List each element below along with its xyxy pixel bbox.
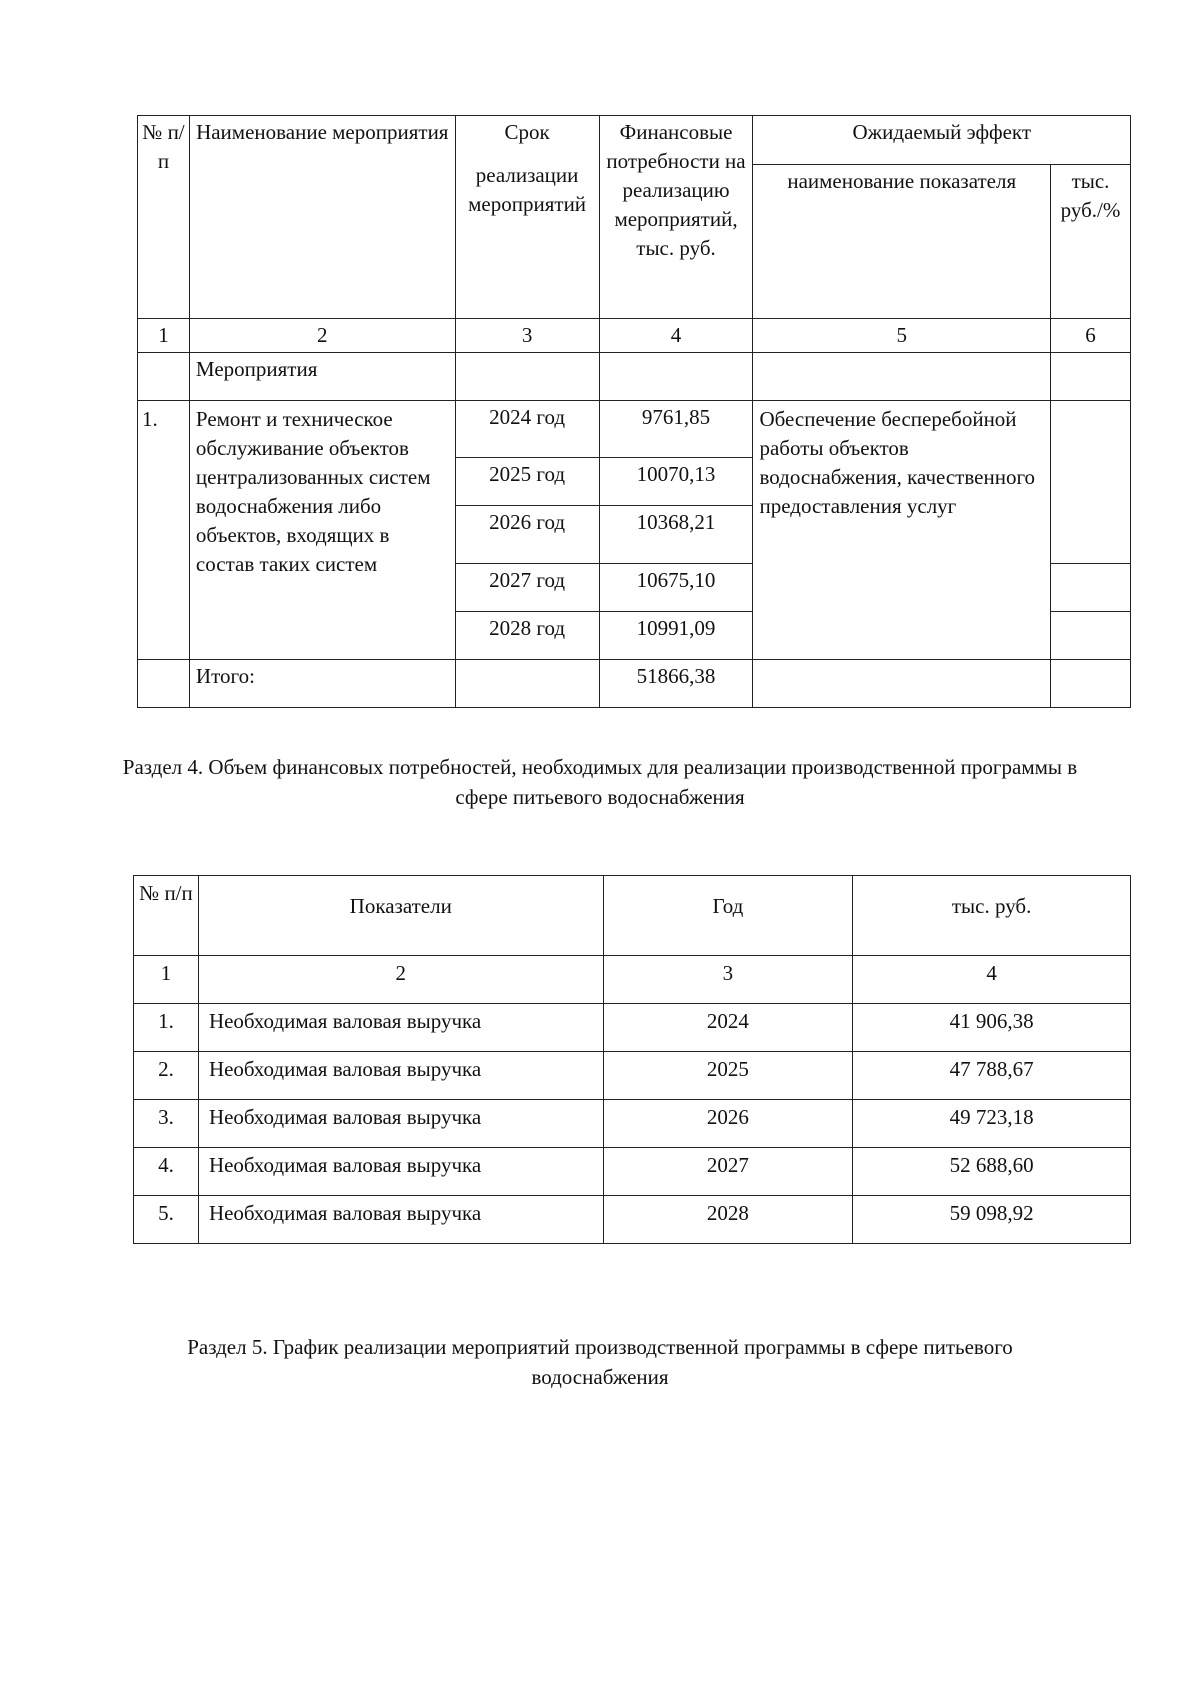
amount-cell: 10070,13: [599, 458, 753, 506]
row-year: 2025: [603, 1052, 853, 1100]
row-name: Необходимая валовая выручка: [198, 1052, 603, 1100]
empty-cell: [1051, 401, 1131, 564]
col-number: 4: [853, 956, 1131, 1004]
amount-cell: 9761,85: [599, 401, 753, 458]
header-indicators: Показатели: [198, 876, 603, 956]
empty-cell: [455, 660, 599, 708]
col-number: 2: [198, 956, 603, 1004]
empty-cell: [1051, 660, 1131, 708]
table-row: [134, 1148, 1131, 1196]
header-term-line1: Срок: [504, 120, 550, 144]
row-name: Необходимая валовая выручка: [198, 1004, 603, 1052]
row-number: 3.: [134, 1100, 199, 1148]
row-year: 2028: [603, 1196, 853, 1244]
header-indicator-name: наименование показателя: [753, 165, 1051, 319]
item-name: Ремонт и техническое обслуживание объектов централизованных систем водоснабжения либо объектов, входящих в состав таких систем: [189, 401, 455, 660]
empty-cell: [753, 353, 1051, 401]
col-number: 4: [599, 319, 753, 353]
activities-table: [137, 115, 1131, 708]
col-number: 2: [189, 319, 455, 353]
table-row: [134, 1100, 1131, 1148]
row-number: 1.: [134, 1004, 199, 1052]
year-cell: 2028 год: [455, 612, 599, 660]
year-cell: 2026 год: [455, 506, 599, 564]
header-indicator-value: тыс. руб./%: [1051, 165, 1131, 319]
row-name: Необходимая валовая выручка: [198, 1196, 603, 1244]
amount-cell: 10675,10: [599, 564, 753, 612]
total-label: Итого:: [189, 660, 455, 708]
header-amount: тыс. руб.: [853, 876, 1131, 956]
row-number: 2.: [134, 1052, 199, 1100]
empty-cell: [455, 353, 599, 401]
col-number: 1: [134, 956, 199, 1004]
row-amount: 52 688,60: [853, 1148, 1131, 1196]
year-cell: 2025 год: [455, 458, 599, 506]
col-number: 3: [455, 319, 599, 353]
table-row: [134, 1004, 1131, 1052]
item-effect: Обеспечение бесперебойной работы объектов водоснабжения, качественного предоставления услуг: [753, 401, 1051, 660]
row-amount: 47 788,67: [853, 1052, 1131, 1100]
empty-cell: [138, 660, 190, 708]
section-label: Мероприятия: [189, 353, 455, 401]
year-cell: 2027 год: [455, 564, 599, 612]
header-term-line2: реализации мероприятий: [468, 163, 587, 216]
row-number: 5.: [134, 1196, 199, 1244]
amount-cell: 10368,21: [599, 506, 753, 564]
total-amount: 51866,38: [599, 660, 753, 708]
header-finance: Финансовые потребности на реализацию мероприятий, тыс. руб.: [599, 116, 753, 319]
empty-cell: [599, 353, 753, 401]
header-expected-effect: Ожидаемый эффект: [753, 116, 1131, 165]
empty-cell: [753, 660, 1051, 708]
header-activity-name: Наименование мероприятия: [189, 116, 455, 319]
table-row: [134, 1052, 1131, 1100]
col-number: 3: [603, 956, 853, 1004]
col-number: 6: [1051, 319, 1131, 353]
row-number: 4.: [134, 1148, 199, 1196]
col-number: 5: [753, 319, 1051, 353]
row-name: Необходимая валовая выручка: [198, 1100, 603, 1148]
item-number: 1.: [138, 401, 190, 660]
row-amount: 59 098,92: [853, 1196, 1131, 1244]
table-row: [134, 1196, 1131, 1244]
amount-cell: 10991,09: [599, 612, 753, 660]
empty-cell: [1051, 612, 1131, 660]
row-name: Необходимая валовая выручка: [198, 1148, 603, 1196]
revenue-table: [133, 875, 1131, 1244]
row-year: 2024: [603, 1004, 853, 1052]
row-amount: 41 906,38: [853, 1004, 1131, 1052]
col-number: 1: [138, 319, 190, 353]
section-5-title: Раздел 5. График реализации мероприятий производственной программы в сфере питьевого водоснабжения: [187, 1335, 1013, 1389]
empty-cell: [1051, 564, 1131, 612]
year-cell: 2024 год: [455, 401, 599, 458]
row-year: 2026: [603, 1100, 853, 1148]
header-year: Год: [603, 876, 853, 956]
header-term: [455, 116, 599, 319]
header-num: № п/п: [134, 876, 199, 956]
row-year: 2027: [603, 1148, 853, 1196]
empty-cell: [1051, 353, 1131, 401]
section-4-title: Раздел 4. Объем финансовых потребностей, необходимых для реализации производственной программы в сфере питьевого водоснабжения: [122, 755, 1078, 809]
header-num: № п/п: [138, 116, 190, 319]
row-amount: 49 723,18: [853, 1100, 1131, 1148]
empty-cell: [138, 353, 190, 401]
